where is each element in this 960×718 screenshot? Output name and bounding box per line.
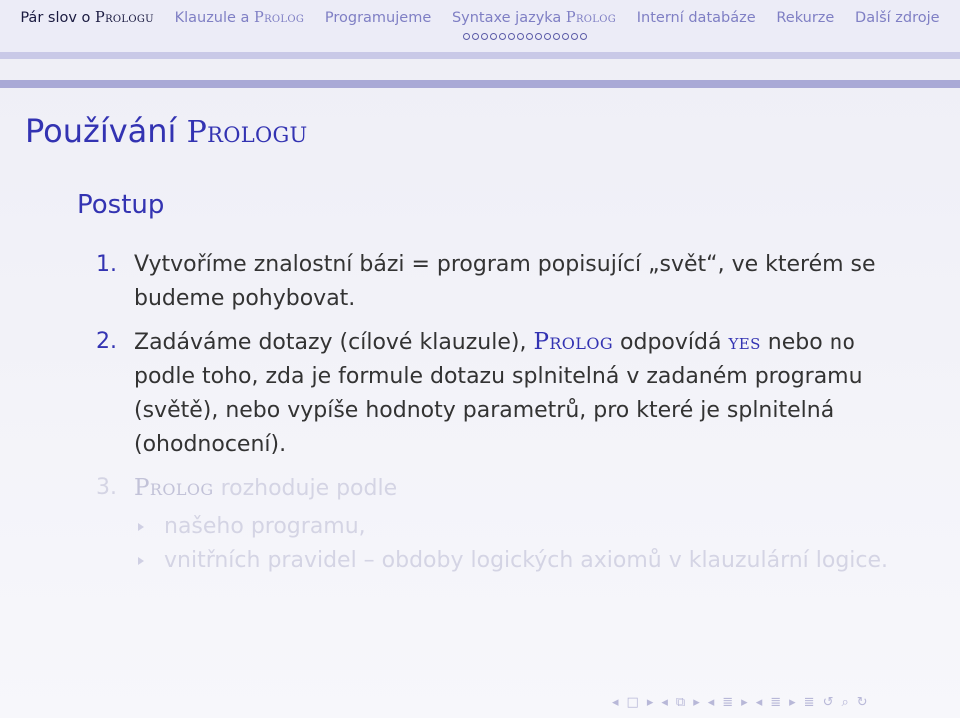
beamer-navigation-symbols	[612, 695, 868, 710]
slide-dot[interactable]	[508, 33, 515, 40]
list-item	[96, 248, 896, 316]
navigation-bar	[0, 0, 960, 52]
list-item: 2. Zadáváme dotazy (cílové klauzule), Prolog odpovídá yes nebo no podle toho, zda je formule dotazu splnitelná v zadaném programu (světě), nebo vypíše hodnoty parametrů, pro které je splnitelná (ohodnocení).	[96, 325, 896, 462]
slide-dot[interactable]	[526, 33, 533, 40]
back-icon[interactable]: ↺	[822, 695, 834, 710]
slide-dot[interactable]	[472, 33, 479, 40]
prev-section-icon[interactable]: ◂	[707, 695, 715, 710]
slide-dot[interactable]	[553, 33, 560, 40]
steps-list	[96, 248, 896, 587]
item-number: 2.	[96, 329, 117, 354]
next-doc-icon[interactable]: ▸	[789, 695, 796, 710]
slide-dot[interactable]	[580, 33, 587, 40]
slide-progress-dots[interactable]	[463, 33, 587, 40]
slide-dot[interactable]	[517, 33, 524, 40]
next-frame-icon[interactable]: ▸	[646, 695, 654, 710]
prolog-keyword: Prolog	[533, 329, 614, 355]
slide-dot[interactable]	[535, 33, 542, 40]
nav-section-programujeme[interactable]: Programujeme	[324, 10, 432, 26]
header-band	[0, 52, 960, 59]
section-list	[0, 10, 960, 26]
frame-icon[interactable]: □	[626, 695, 639, 710]
no-keyword: no	[829, 330, 855, 354]
next-section-icon[interactable]: ▸	[741, 695, 748, 710]
slide-dot[interactable]	[562, 33, 569, 40]
sub-list	[134, 510, 896, 578]
title-band	[0, 80, 960, 88]
prev-subsection-icon[interactable]: ◂	[661, 695, 668, 710]
slide-dot[interactable]	[571, 33, 578, 40]
sub-item: našeho programu,	[134, 510, 896, 544]
subsection-icon[interactable]: ⧉	[675, 695, 686, 710]
yes-keyword: yes	[728, 330, 761, 355]
bullet-triangle-icon	[138, 557, 144, 565]
section-icon[interactable]: ≣	[722, 695, 734, 710]
toc-icon[interactable]: ≣	[803, 695, 815, 710]
slide-dot[interactable]	[499, 33, 506, 40]
nav-section-klauzule[interactable]: Klauzule a Prolog	[174, 10, 305, 26]
item-text: Vytvoříme znalostní bázi = program popisující „svět“, ve kterém se budeme pohybovat.	[134, 252, 876, 311]
nav-section-syntaxe[interactable]: Syntaxe jazyka Prolog	[451, 10, 617, 26]
nav-section-interni-databaze[interactable]: Interní databáze	[636, 10, 756, 26]
prolog-keyword: Prolog	[134, 475, 214, 501]
nav-section-rekurze[interactable]: Rekurze	[776, 10, 835, 26]
search-icon[interactable]: ⌕	[841, 695, 849, 710]
sub-item: vnitřních pravidel – obdoby logických axiomů v klauzulární logice.	[134, 544, 896, 578]
block-title: Postup	[77, 190, 165, 220]
forward-icon[interactable]: ↻	[856, 695, 868, 710]
item-number: 1.	[96, 252, 117, 277]
list-item: 3. Prolog rozhoduje podle našeho programu, vnitřních pravidel – obdoby logických axiomů v klauzulární logice.	[96, 471, 896, 578]
bullet-triangle-icon	[138, 523, 144, 531]
slide-dot[interactable]	[490, 33, 497, 40]
next-subsection-icon[interactable]: ▸	[693, 695, 700, 710]
prev-doc-icon[interactable]: ◂	[755, 695, 763, 710]
prev-frame-icon[interactable]: ◂	[612, 695, 619, 710]
document-icon[interactable]: ≣	[770, 695, 782, 710]
nav-section-dalsi-zdroje[interactable]: Další zdroje	[855, 10, 940, 26]
item-number: 3.	[96, 475, 117, 500]
slide-dot[interactable]	[481, 33, 488, 40]
frame-title: Používání Prologu	[25, 112, 308, 150]
slide-dot[interactable]	[463, 33, 470, 40]
slide-dot[interactable]	[544, 33, 551, 40]
nav-section-par-slov[interactable]: Pár slov o Prologu	[20, 10, 154, 26]
